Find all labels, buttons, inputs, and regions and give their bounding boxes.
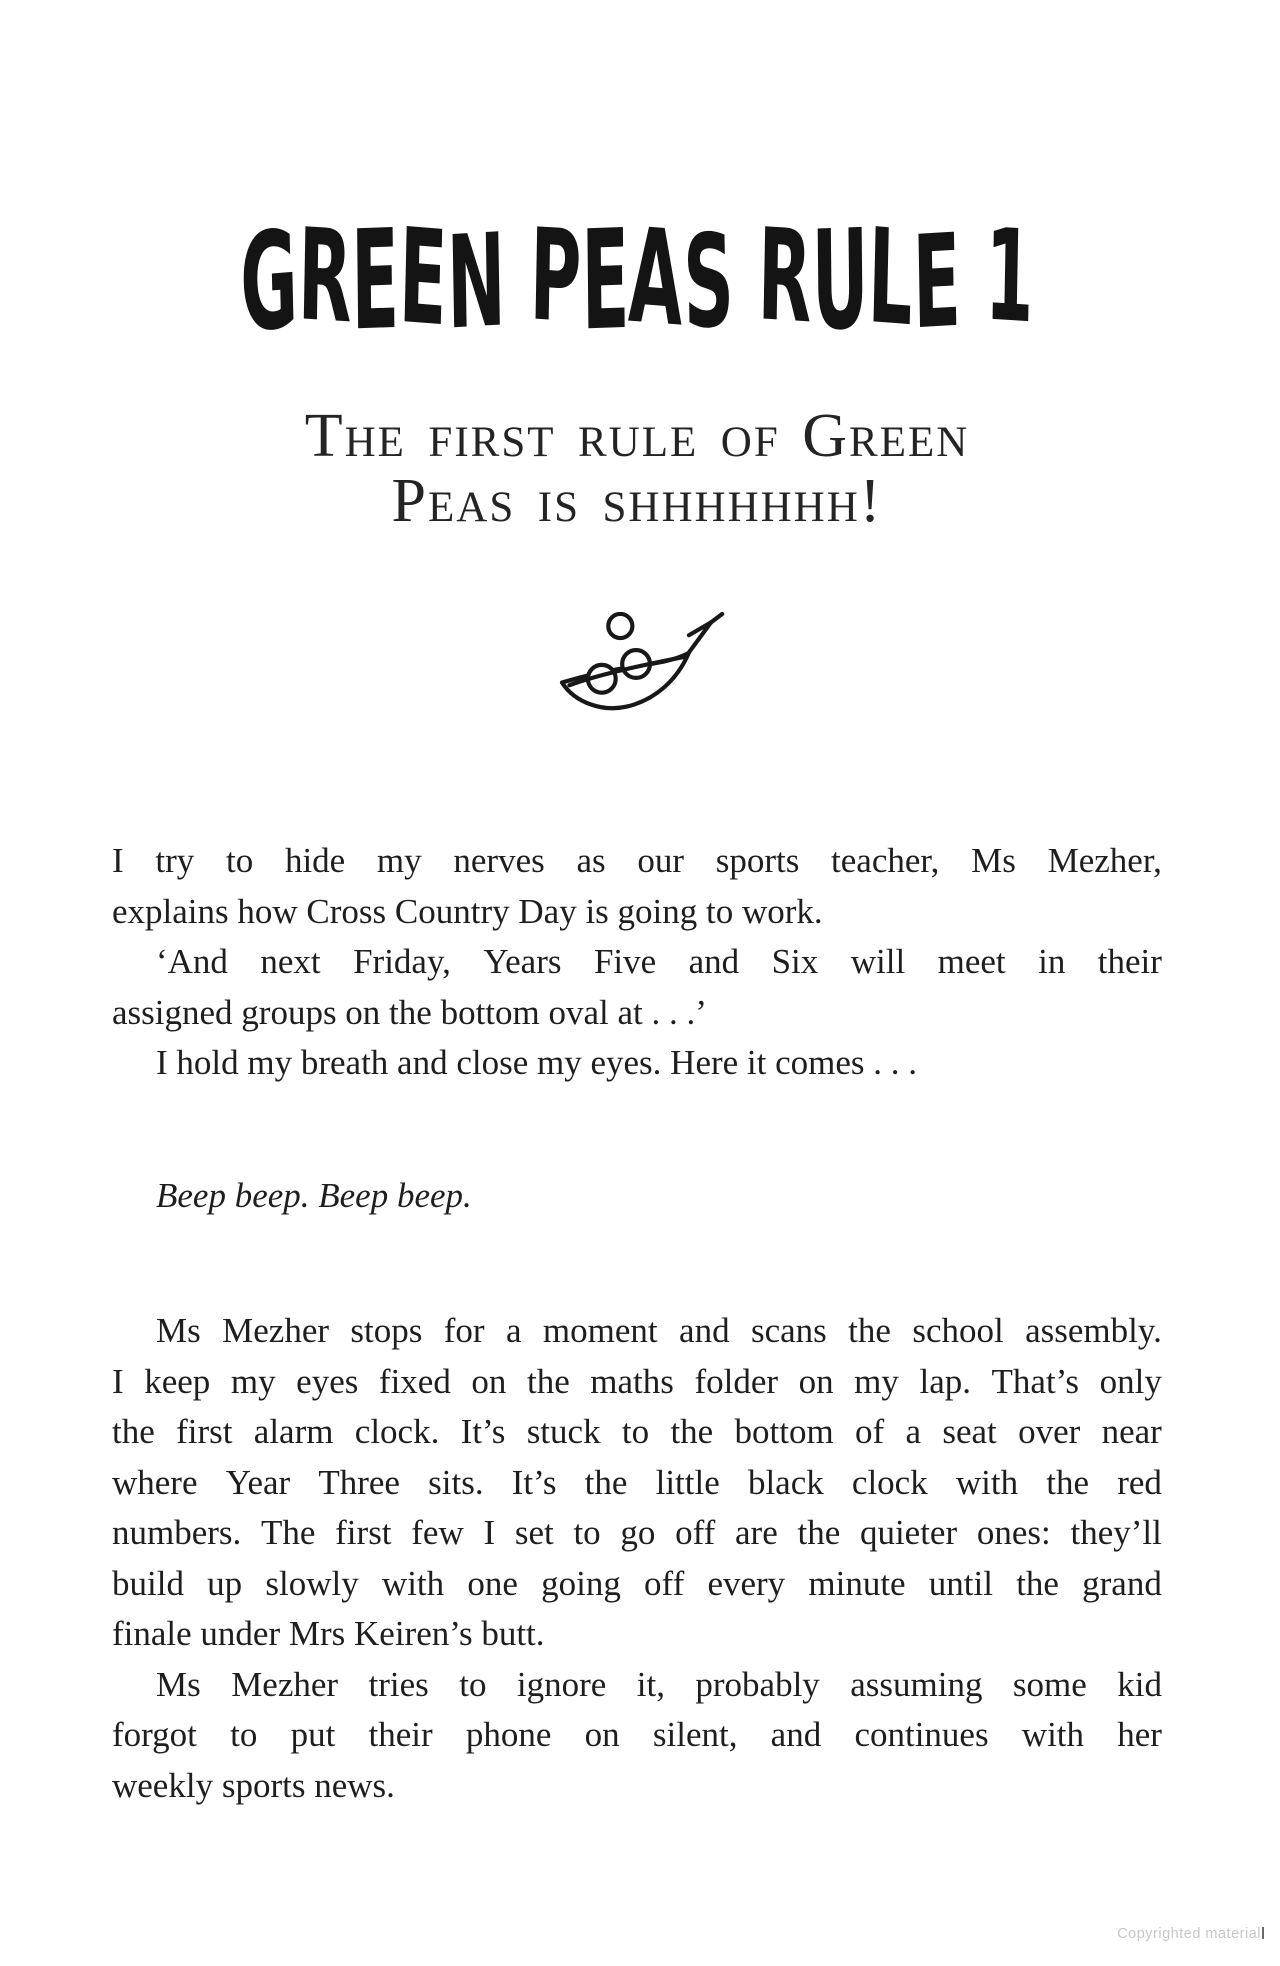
title-letter [732, 209, 760, 357]
title-letter: R [296, 201, 353, 352]
title-letter: P [528, 201, 583, 352]
text-line: I keep my eyes fixed on the maths folder on my lap. That’s only [112, 1361, 1162, 1401]
title-letter [504, 209, 532, 357]
title-letter: E [911, 206, 963, 358]
title-letter: S [681, 206, 735, 359]
chapter-title [238, 199, 1036, 363]
title-letter: U [810, 199, 870, 362]
paragraph [112, 1660, 1162, 1812]
title-letter: E [580, 200, 630, 362]
title-letter: A [627, 199, 685, 356]
text-line: ‘And next Friday, Years Five and Six will meet in their [156, 942, 1162, 981]
pea-pod-icon [549, 610, 725, 717]
text-line: I try to hide my nerves as our sports teacher, Ms Mezher, [112, 841, 1162, 880]
title-letter: G [238, 201, 300, 363]
title-letter: E [350, 200, 401, 362]
chapter-subtitle-line-1: The first rule of Green [304, 402, 970, 470]
watermark: Copyrighted material [1117, 1926, 1264, 1942]
text-line: the first alarm clock. It’s stuck to the bottom of a seat over near [112, 1412, 1162, 1451]
text-line: numbers. The first few I set to go off are the quieter ones: they’ll [112, 1513, 1162, 1552]
text-line: build up slowly with one going off every minute until the grand [112, 1563, 1162, 1603]
paragraph [112, 1171, 1162, 1222]
text-line: I hold my breath and close my eyes. Here it comes . . . [156, 1043, 918, 1082]
title-letter [959, 209, 987, 357]
text-line: Ms Mezher stops for a moment and scans the school assembly. [156, 1311, 1162, 1350]
text-line: Ms Mezher tries to ignore it, probably assuming some kid [156, 1664, 1162, 1704]
title-letter: N [445, 206, 507, 359]
text-line: forgot to put their phone on silent, and continues with her [112, 1715, 1162, 1754]
title-letter: 1 [983, 201, 1036, 352]
text-line: explains how Cross Country Day is going to work. [112, 891, 823, 931]
title-letter: L [866, 200, 915, 356]
paragraph [112, 1306, 1162, 1660]
chapter-subtitle [112, 404, 1162, 534]
paragraph [112, 1038, 1162, 1089]
title-letter: R [756, 201, 813, 352]
paragraph [112, 836, 1162, 937]
text-line: where Year Three sits. It’s the little black clock with the red [112, 1462, 1162, 1502]
text-line: finale under Mrs Keiren’s butt. [112, 1614, 545, 1653]
title-letter: E [397, 200, 449, 356]
text-line: assigned groups on the bottom oval at . . .’ [112, 992, 707, 1032]
paragraph [112, 937, 1162, 1038]
text-line: Beep beep. Beep beep. [156, 1175, 472, 1215]
chapter-subtitle-line-2: Peas is shhhhhhh! [391, 467, 883, 535]
text-line: weekly sports news. [112, 1765, 395, 1805]
body-text [112, 836, 1162, 1811]
